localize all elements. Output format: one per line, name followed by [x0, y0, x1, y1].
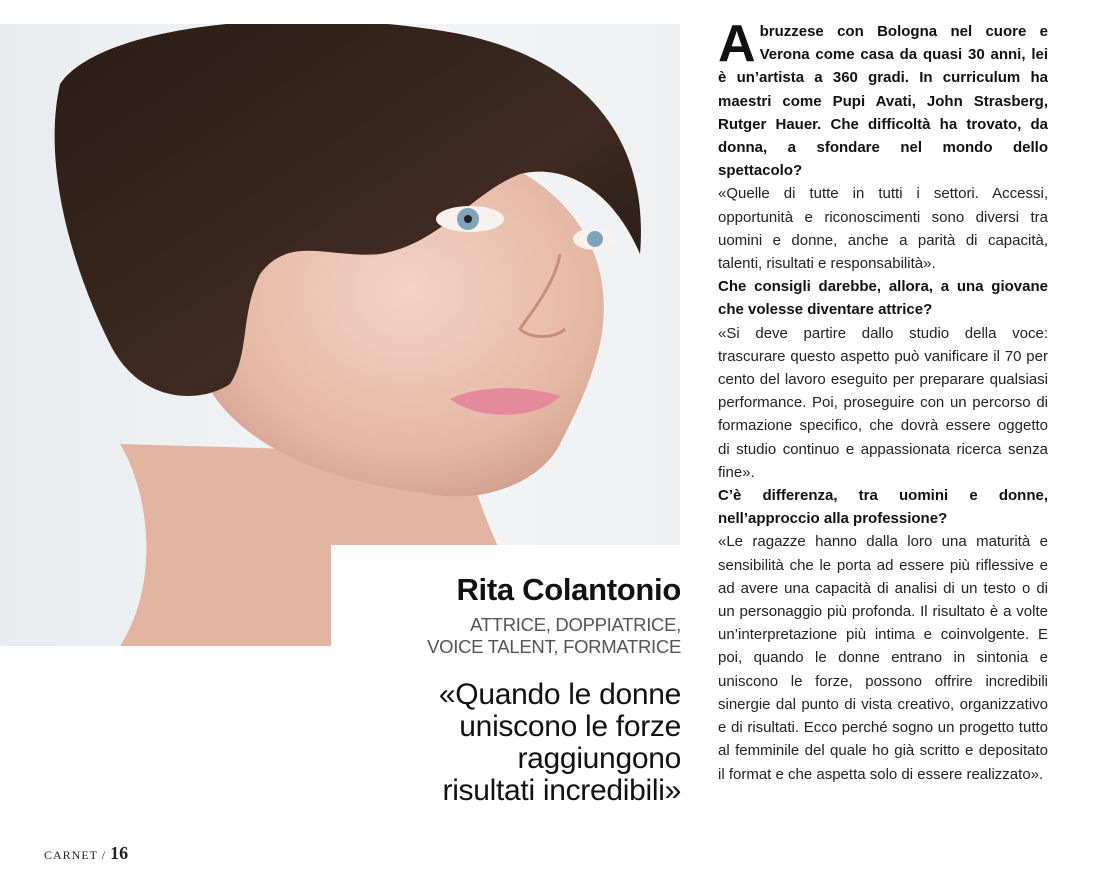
page-number: 16 — [110, 843, 129, 863]
drop-cap: A — [718, 15, 756, 73]
question-3: C’è differenza, tra uomini e donne, nell’approccio alla professione? — [718, 487, 1048, 528]
quote-line: risultati incredibili» — [442, 774, 681, 807]
magazine-name: CARNET — [44, 848, 98, 862]
intro-question-text: bruzzese con Bologna nel cuore e Verona come casa da quasi 30 anni, lei è un’artista a 360 gradi. In curriculum ha maestri come Pupi Avati, John Strasberg, Rutger Hauer. Che difficoltà ha trovato, da donna, a sfondare nel mondo dello spettacolo? — [718, 23, 1048, 180]
iris-right — [587, 231, 603, 247]
interview-column — [718, 15, 1048, 786]
answer-2: «Si deve partire dallo studio della voce: trascurare questo aspetto può vanificare il 70 per cento del lavoro eseguito per preparare qualsiasi performance. Poi, proseguire con un percorso di formazione specifico, che dovrà essere oggetto di studio continuo e appassionata ricerca senza fine». — [718, 324, 1048, 481]
person-roles — [301, 614, 681, 658]
question-2: Che consigli darebbe, allora, a una giovane che volesse diventare attrice? — [718, 278, 1048, 319]
person-name: Rita Colantonio — [456, 572, 681, 607]
quote-line: «Quando le donne — [438, 678, 681, 711]
pupil-left — [464, 215, 472, 223]
roles-line: VOICE TALENT, FORMATRICE — [427, 636, 681, 657]
roles-line: ATTRICE, DOPPIATRICE, — [470, 614, 681, 635]
answer-1: «Quelle di tutte in tutti i settori. Accessi, opportunità e riconoscimenti sono diversi tra uomini e donne, anche a parità di capacità, talenti, risultati e responsabilità». — [718, 185, 1048, 273]
intro-question — [718, 15, 1048, 182]
quote-line: uniscono le forze — [459, 710, 681, 743]
answer-3: «Le ragazze hanno dalla loro una maturità e sensibilità che le porta ad essere più riflessive e ad avere una capacità di analisi di un testo o di un personaggio più profonda. Il risultato è a volte un’interpretazione più intima e coinvolgente. E poi, quando le donne entrano in sintonia e uniscono le forze, possono offrire incredibili sinergie dal punto di vista creativo, organizzativo e di risultati. Ecco perché sogno un progetto tutto al femminile del quale ho già scritto e depositato il format e che aspetta solo di essere realizzato». — [718, 533, 1048, 783]
footer-separator: / — [101, 848, 107, 862]
pull-quote — [261, 679, 681, 807]
page-footer — [44, 843, 128, 864]
quote-line: raggiungono — [517, 742, 681, 775]
